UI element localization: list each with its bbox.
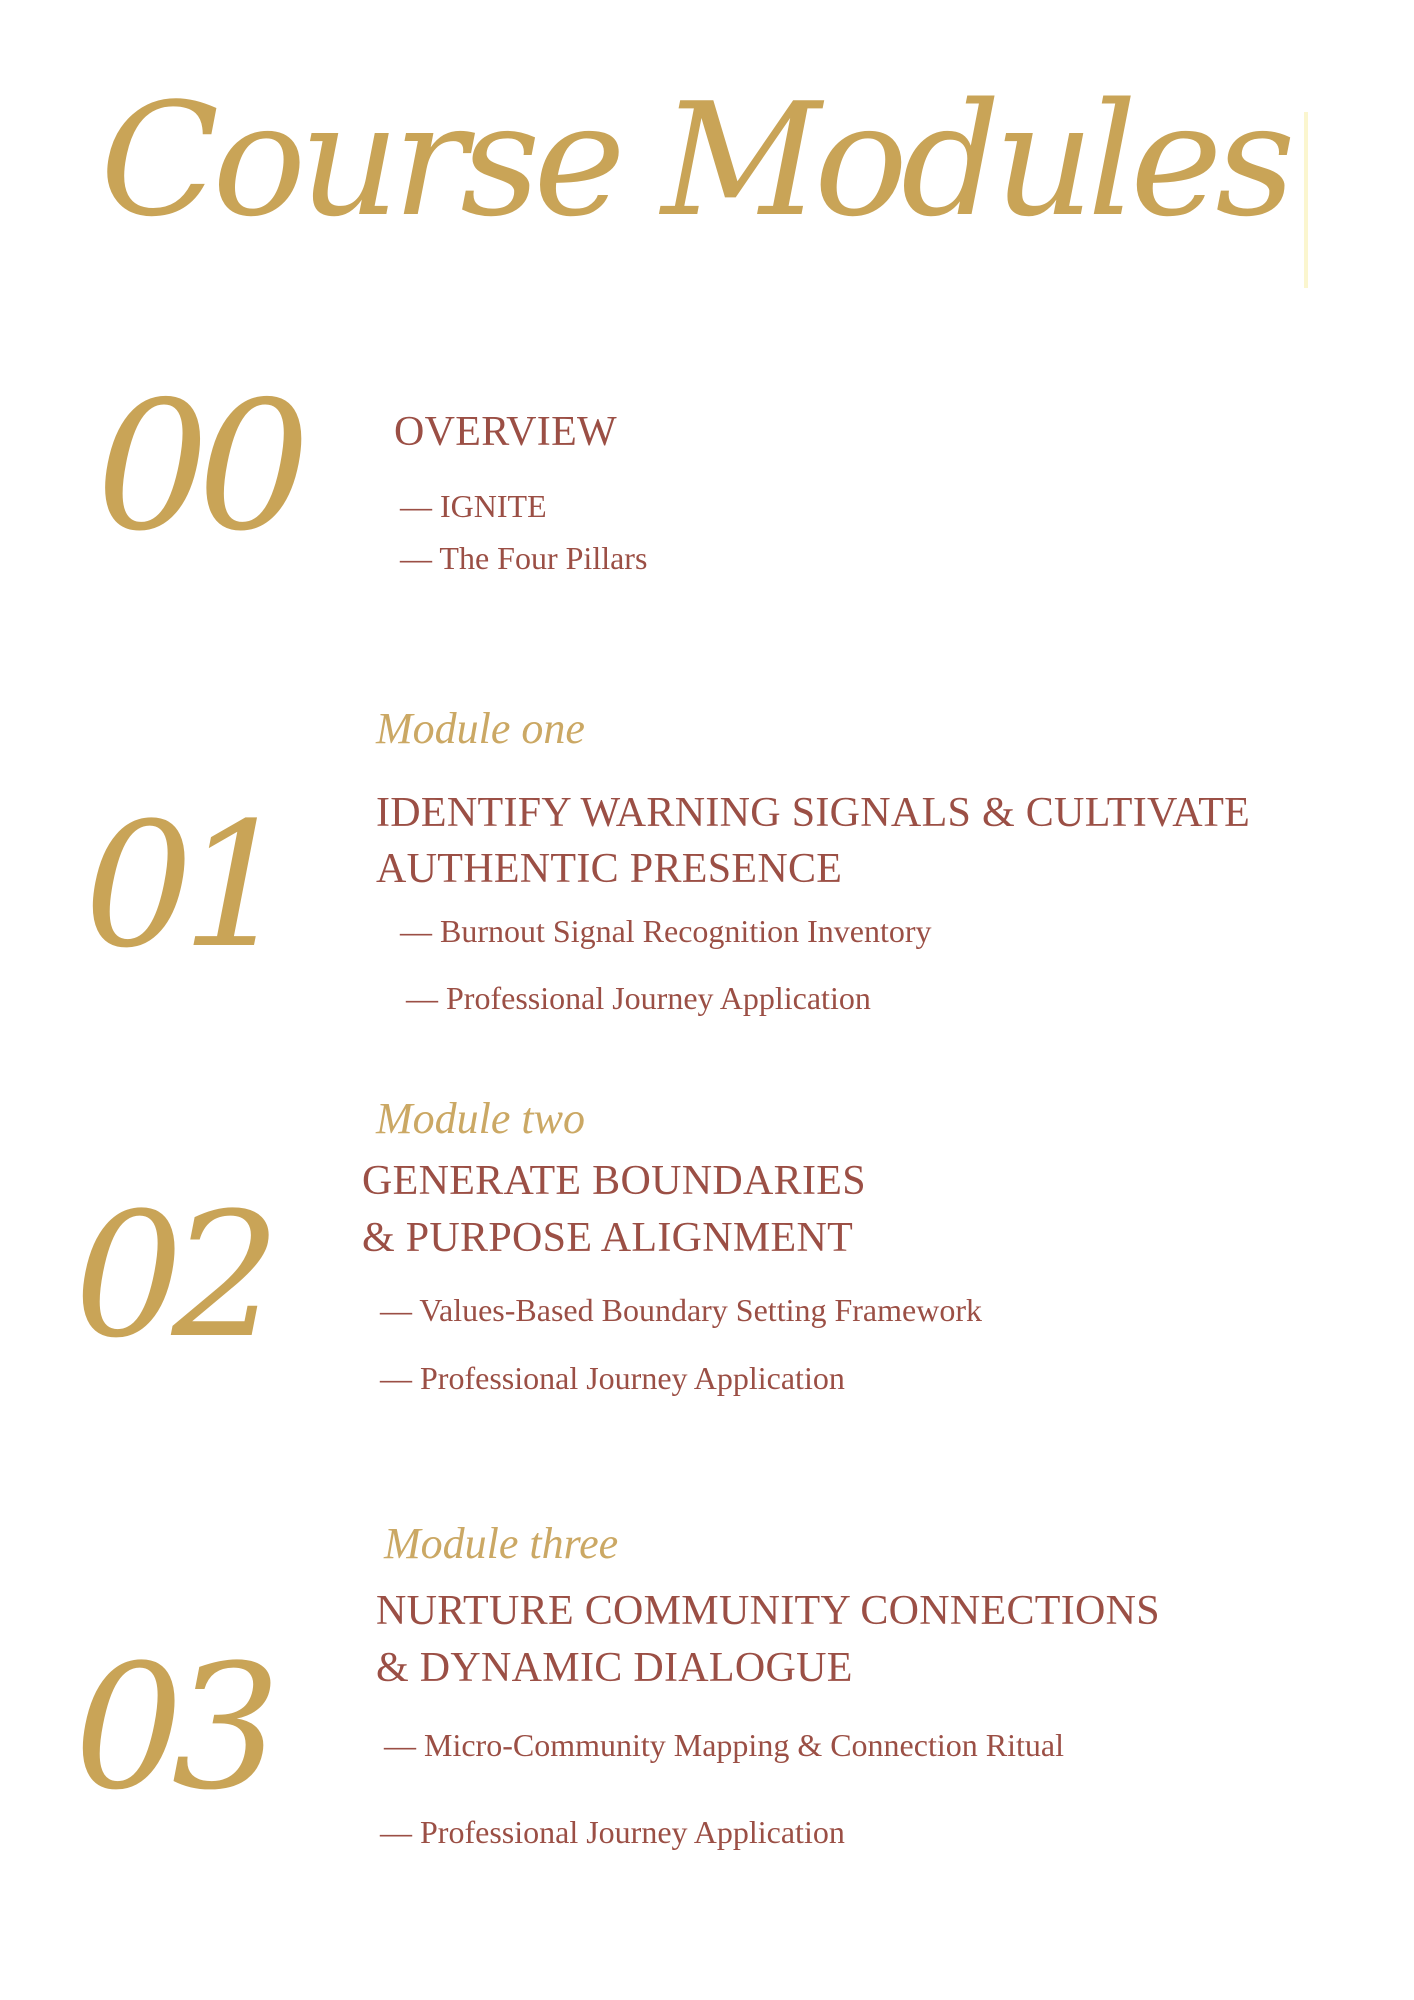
page-title: Course Modules [100, 69, 1289, 251]
module-item: — The Four Pillars [400, 540, 648, 576]
module-heading-line: & DYNAMIC DIALOGUE [376, 1645, 853, 1691]
module-item: — Micro-Community Mapping & Connection Ritual [384, 1727, 1064, 1763]
module-heading-line: IDENTIFY WARNING SIGNALS & CULTIVATE [376, 790, 1251, 836]
module-item: — Burnout Signal Recognition Inventory [400, 913, 932, 949]
module-item: — Values-Based Boundary Setting Framework [380, 1292, 982, 1328]
module-heading-line: & PURPOSE ALIGNMENT [362, 1215, 854, 1261]
module-item: — Professional Journey Application [380, 1814, 845, 1850]
module-item: — Professional Journey Application [380, 1360, 845, 1396]
module-label: Module two [376, 1094, 585, 1143]
module-heading-line: AUTHENTIC PRESENCE [376, 846, 843, 892]
module-item: — Professional Journey Application [406, 980, 871, 1016]
module-heading-line: NURTURE COMMUNITY CONNECTIONS [376, 1588, 1160, 1634]
module-number: 01 [84, 785, 279, 986]
module-label: Module one [376, 704, 585, 753]
module-number: 00 [96, 363, 299, 570]
module-item: — IGNITE [400, 488, 547, 524]
module-number: 03 [74, 1627, 269, 1828]
module-heading-line: OVERVIEW [394, 409, 617, 455]
module-heading-line: GENERATE BOUNDARIES [362, 1158, 866, 1204]
module-number: 02 [74, 1175, 269, 1376]
decorative-accent-line [1304, 112, 1308, 288]
module-label: Module three [384, 1519, 619, 1568]
